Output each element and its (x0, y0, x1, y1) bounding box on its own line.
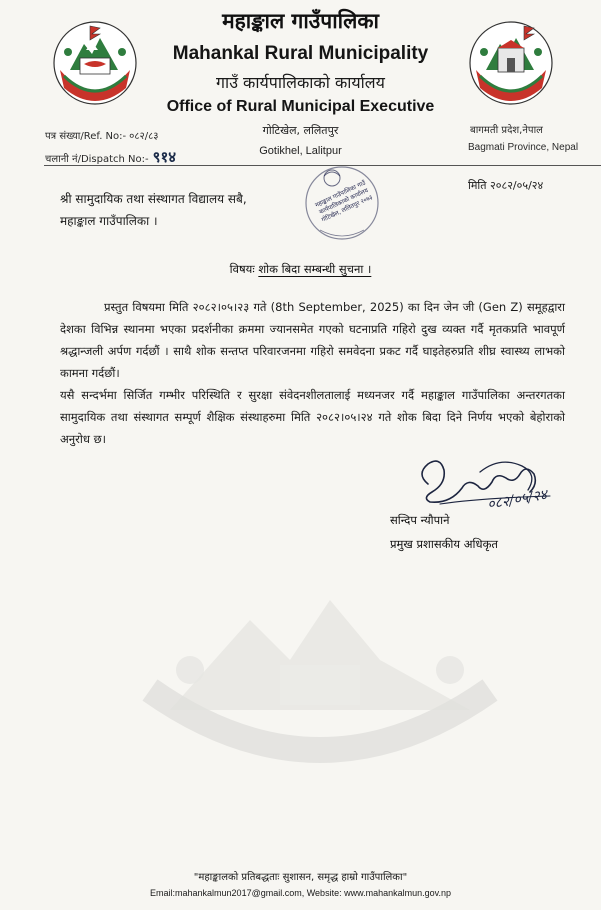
footer-slogan: "महाङ्कालको प्रतिबद्धताः सुशासन, समृद्ध हाम्रो गाउँपालिका" (193, 872, 408, 883)
signature-date: ०८२/०५/२४ (486, 486, 549, 514)
reference-number (45, 128, 159, 142)
municipality-title-nepali: महाङ्काल गाउँपालिका (222, 8, 379, 33)
date-value: २०८२/०५/२४ (490, 179, 544, 192)
dispatch-value: ९१४ (152, 148, 177, 166)
footer-contact: Email:mahankalmun2017@gmail.com, Website: www.mahankalmun.gov.np (150, 888, 451, 898)
official-stamp (302, 160, 382, 246)
subject-line (0, 262, 601, 277)
office-title-english: Office of Rural Municipal Executive (166, 98, 435, 115)
letter-date (468, 178, 543, 193)
location-nepali: गोटिखेल, ललितपुर (262, 124, 339, 137)
location-english: Gotikhel, Lalitpur (259, 145, 342, 157)
reference-value: ०८२/८३ (129, 131, 159, 142)
subject-value: शोक बिदा सम्बन्धी सुचना । (258, 262, 372, 276)
stamp-text: महाङ्काल गाउँपालिका गाउँ कार्यपालिकाको कार्यालय गोटिखेल, ललितपुर २०७३ (314, 179, 374, 224)
province-nepali: बागमती प्रदेश,नेपाल (470, 125, 543, 136)
recipient-line-1: श्री सामुदायिक तथा संस्थागत विद्यालय सबै, (60, 192, 247, 206)
dispatch-number (45, 147, 176, 167)
province-english: Bagmati Province, Nepal (468, 142, 579, 153)
recipient-block (60, 188, 247, 232)
watermark-emblem-icon (130, 560, 510, 800)
reference-label: पत्र संख्या/Ref. No:- (45, 131, 127, 142)
body-paragraph-2: यसै सन्दर्भमा सिर्जित गम्भीर परिस्थिति र सुरक्षा संवेदनशीलतालाई मध्यनजर गर्दै महाङ्काल गाउँपालिका अन्तरगतका सामुदायिक तथा संस्थागत सम्पूर्ण शैक्षिक संस्थाहरुमा मिति २०८२।०५।२४ गते शोक बिदा दिने निर्णय भएको बेहोराको अनुरोध छ। (60, 388, 565, 446)
signatory-name: सन्दिप न्यौपाने (390, 513, 450, 527)
signatory-title: प्रमुख प्रशासकीय अधिकृत (390, 537, 498, 551)
date-label: मिति (468, 179, 487, 192)
dispatch-label: चलानी नं/Dispatch No:- (45, 154, 149, 165)
office-title-nepali: गाउँ कार्यपालिकाको कार्यालय (216, 73, 385, 92)
recipient-line-2: महाङ्काल गाउँपालिका । (60, 214, 158, 228)
body-paragraph-1: प्रस्तुत विषयमा मिति २०८२।०५।२३ गते (8th September, 2025) का दिन जेन जी (Gen Z) समूहद्वारा देशका विभिन्न स्थानमा भएका प्रदर्शनीका क्रममा ज्यानसमेत गएको घटनाप्रति गहिरो दुख व्यक्त गर्दै मृतकप्रति भावपूर्ण श्रद्धान्जली अर्पण गर्दछौं । साथै शोक सन्तप्त परिवारजनमा गहिरो समवेदना प्रकट गर्दै घाइतेहरुप्रति शीघ्र स्वास्थ्य लाभको कामना गर्दछौं। (60, 300, 565, 380)
subject-label: विषयः (229, 262, 255, 276)
municipality-title-english: Mahankal Rural Municipality (172, 43, 429, 64)
